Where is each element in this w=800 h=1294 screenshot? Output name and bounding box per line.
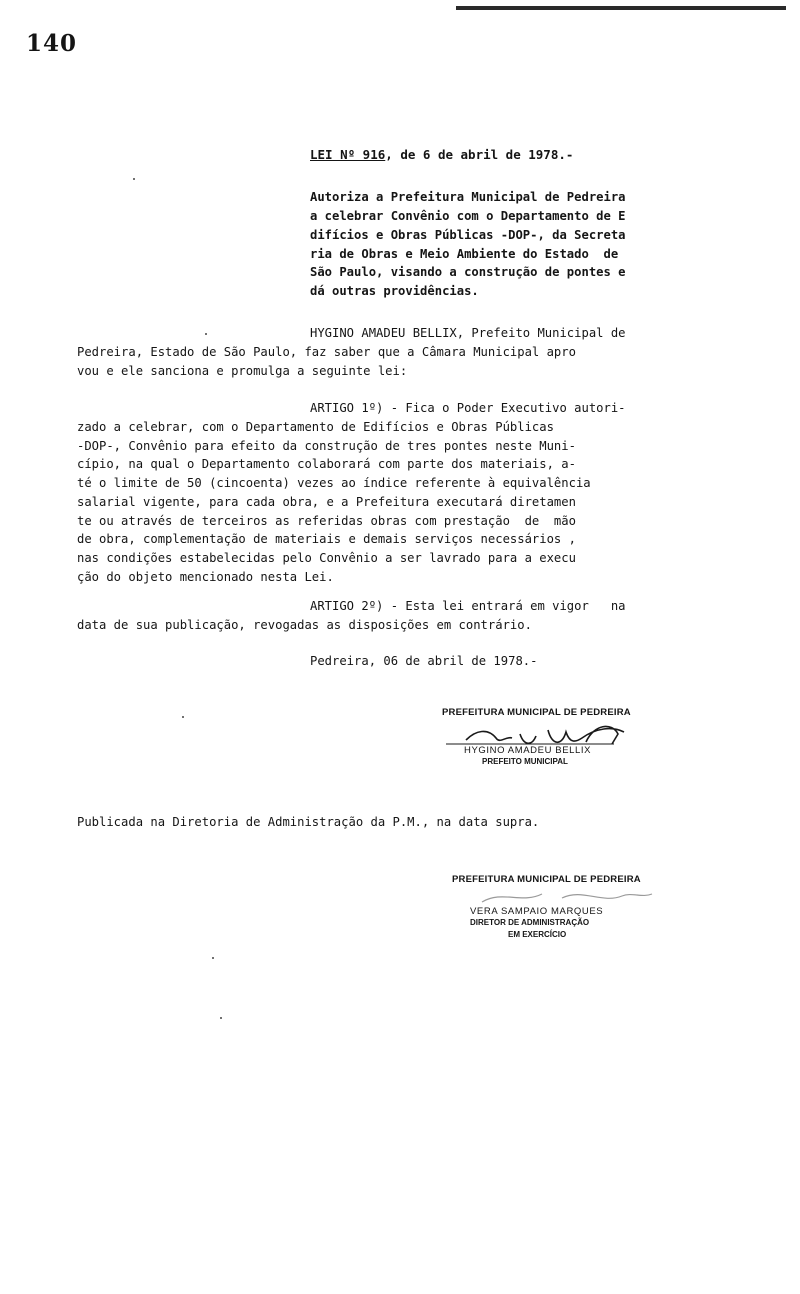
publication-note: Publicada na Diretoria de Administração da P.M., na data supra. <box>77 815 540 829</box>
article-line: ARTIGO 2º) - Esta lei entrará em vigor na <box>310 599 626 613</box>
ementa-line: Autoriza a Prefeitura Municipal de Pedreira <box>310 190 626 204</box>
law-title <box>310 147 573 162</box>
ementa-line: dá outras providências. <box>310 284 479 298</box>
law-number: LEI Nº 916 <box>310 147 386 162</box>
ementa-line: a celebrar Convênio com o Departamento de E <box>310 209 626 223</box>
signer-role: PREFEITO MUNICIPAL <box>482 757 568 766</box>
ementa-line: difícios e Obras Públicas -DOP-, da Secreta <box>310 228 626 242</box>
article-line: zado a celebrar, com o Departamento de Edifícios e Obras Públicas <box>77 420 554 434</box>
article-line: nas condições estabelecidas pelo Convênio a ser lavrado para a execu <box>77 551 576 565</box>
scan-speck <box>220 1017 222 1019</box>
signer-name: HYGINO AMADEU BELLIX <box>464 745 592 756</box>
article-line: salarial vigente, para cada obra, e a Prefeitura executará diretamen <box>77 495 576 509</box>
stamp-org: PREFEITURA MUNICIPAL DE PEDREIRA <box>452 874 641 885</box>
article-line: ção do objeto mencionado nesta Lei. <box>77 570 334 584</box>
scan-speck <box>212 957 214 959</box>
page-number: 140 <box>26 30 78 57</box>
preamble-line: vou e ele sanciona e promulga a seguinte lei: <box>77 364 408 378</box>
scan-speck <box>205 333 207 335</box>
article-line: té o limite de 50 (cincoenta) vezes ao índice referente à equivalência <box>77 476 591 490</box>
article-line: de obra, complementação de materiais e demais serviços necessários , <box>77 532 576 546</box>
place-date: Pedreira, 06 de abril de 1978.- <box>310 654 538 668</box>
ementa-line: São Paulo, visando a construção de pontes e <box>310 265 626 279</box>
law-date: , de 6 de abril de 1978.- <box>385 147 574 162</box>
ementa-line: ria de Obras e Meio Ambiente do Estado de <box>310 247 619 261</box>
scan-speck <box>133 178 135 180</box>
article-line: data de sua publicação, revogadas as disposições em contrário. <box>77 618 532 632</box>
signer-role-status: EM EXERCÍCIO <box>508 930 567 939</box>
scan-speck <box>182 716 184 718</box>
signer-name: VERA SAMPAIO MARQUES <box>470 906 604 917</box>
top-rule <box>456 6 786 10</box>
signature-image <box>462 882 662 908</box>
signer-role: DIRETOR DE ADMINISTRAÇÃO <box>470 918 590 927</box>
article-line: cípio, na qual o Departamento colaborará com parte dos materiais, a- <box>77 457 576 471</box>
article-line: te ou através de terceiros as referidas obras com prestação de mão <box>77 514 576 528</box>
stamp-org: PREFEITURA MUNICIPAL DE PEDREIRA <box>442 707 631 718</box>
article-line: ARTIGO 1º) - Fica o Poder Executivo autori- <box>310 401 626 415</box>
preamble-line: Pedreira, Estado de São Paulo, faz saber que a Câmara Municipal apro <box>77 345 576 359</box>
article-line: -DOP-, Convênio para efeito da construção de tres pontes neste Muni- <box>77 439 576 453</box>
preamble-line: HYGINO AMADEU BELLIX, Prefeito Municipal de <box>310 326 626 340</box>
